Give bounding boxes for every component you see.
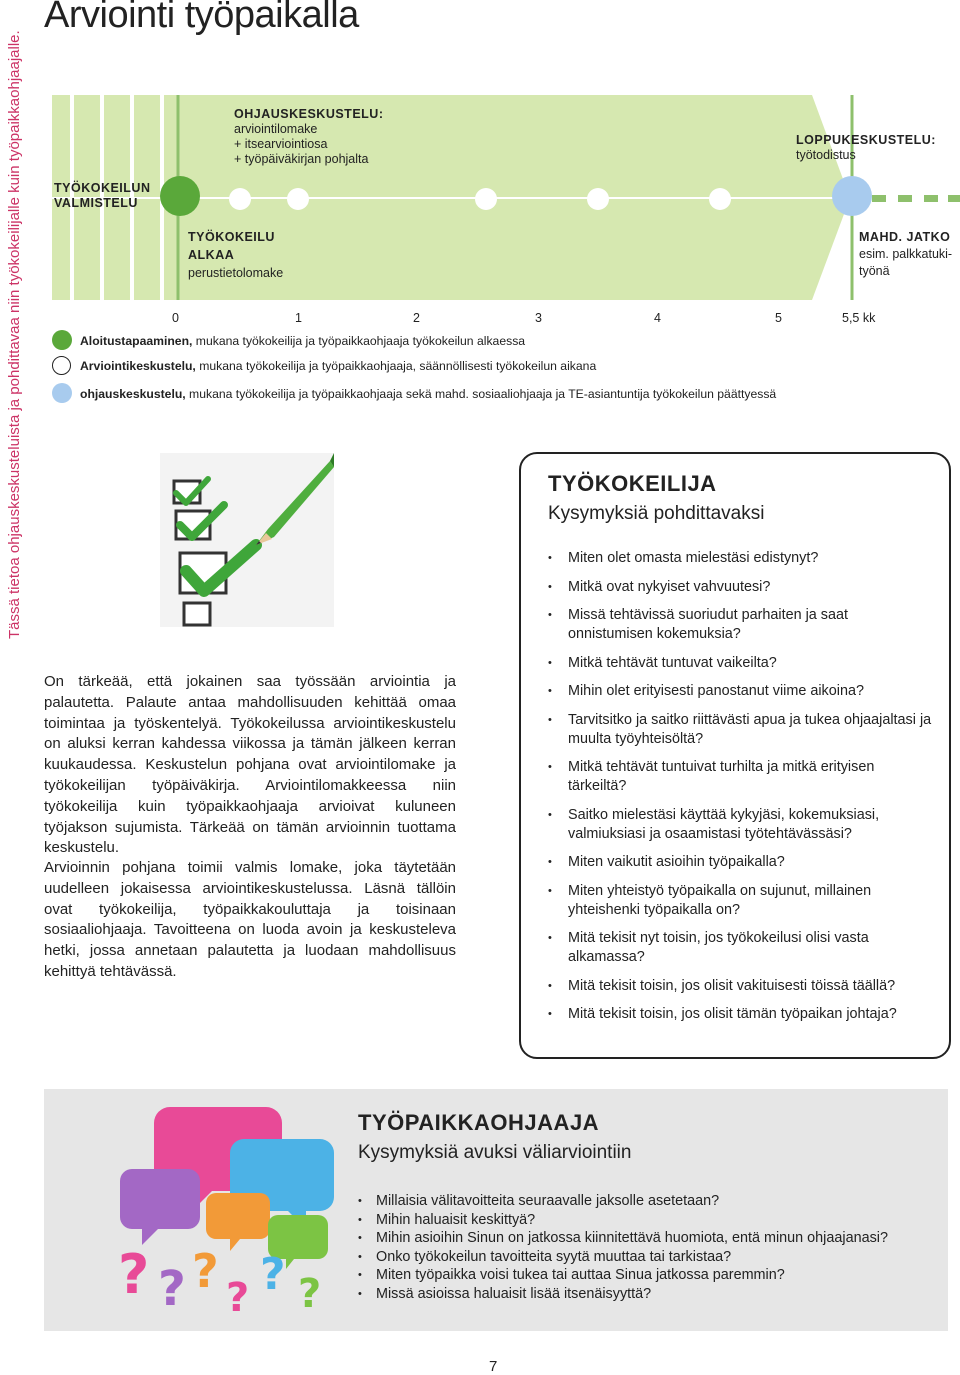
list-item: • Mitkä tehtävät tuntuivat turhilta ja mitkä erityisen tärkeiltä?	[548, 758, 933, 796]
svg-text:?: ?	[192, 1244, 219, 1298]
tyokokeilija-questions	[548, 549, 933, 1024]
end-dot	[832, 176, 872, 216]
paragraph-1: On tärkeää, että jokainen saa työssään arviointia ja palautetta. Palaute antaa mahdollisuuden kehittää omaa toimintaa ja työskentelyä. Työkokeilussa arviointikeskustelu on aluksi kerran kahdessa viikossa ja tämän jälkeen kerran kuukaudessa. Keskustelun pohjana ovat arviointilomake ja työkokeilijan työpäiväkirja. Arviointilomakkeessa niin työkokeilija kuin työpaikkaohjaaja arvioivat kuluneen työjakson sujumista. Tärkeää on tämän arvioinnin tuottama keskustelu.	[44, 673, 456, 857]
legend-green-dot	[52, 330, 72, 350]
list-item: • Missä tehtävissä suoriudut parhaiten ja saat onnistumisen kokemuksia?	[548, 606, 933, 644]
list-item: • Millaisia välitavoitteita seuraavalle jaksolle asetetaan?	[358, 1192, 938, 1211]
label-jatko: MAHD. JATKO esim. palkkatuki- työnä	[859, 230, 953, 278]
list-item: • Miten yhteistyö työpaikalla on sujunut, millainen yhteishenki työpaikalla on?	[548, 882, 933, 920]
legend-row-3: ohjauskeskustelu, mukana työkokeilija ja työpaikkaohjaaja sekä mahd. sosiaaliohjaaja ja TE-asiantuntija työkokeilun päättyessä	[80, 387, 777, 401]
list-item: • Mihin haluaisit keskittyä?	[358, 1211, 938, 1230]
list-item: • Mitkä tehtävät tuntuvat vaikeilta?	[548, 654, 933, 673]
ohjaaja-title: TYÖPAIKKAOHJAAJA	[358, 1110, 600, 1135]
timeline-graphic	[0, 0, 960, 330]
ohjaaja-subtitle: Kysymyksiä avuksi väliarviointiin	[358, 1142, 632, 1163]
tick-3: 3	[535, 311, 542, 325]
svg-text:?: ?	[158, 1261, 186, 1317]
label-alkaa: TYÖKOKEILU ALKAA perustietolomake	[188, 230, 284, 280]
legend-row-2: Arviointikeskustelu, mukana työkokeilija ja työpaikkaohjaaja, säännöllisesti työkokeilun aikana	[80, 359, 597, 373]
tyopaikkaohjaaja-box	[44, 1089, 948, 1331]
svg-text:?: ?	[226, 1275, 250, 1321]
svg-text:?: ?	[260, 1249, 286, 1300]
page-number: 7	[489, 1358, 498, 1375]
page-title: Arviointi työpaikalla	[44, 0, 359, 36]
tick-2: 2	[413, 311, 420, 325]
legend-blue-dot	[52, 383, 72, 403]
tyokokeilija-title: TYÖKOKEILIJA	[548, 471, 717, 496]
list-item: • Saitko mielestäsi käyttää kykyjäsi, kokemuksiasi, valmiuksiasi ja osaamistasi työtehtävässäsi?	[548, 806, 933, 844]
label-loppukeskustelu: LOPPUKESKUSTELU: työtodistus	[796, 133, 936, 162]
ohjaaja-questions	[358, 1192, 938, 1304]
list-item: • Missä asioissa haluaisit lisää itsenäisyyttä?	[358, 1285, 938, 1304]
start-dot	[160, 176, 200, 216]
legend-row-1: Aloitustapaaminen, mukana työkokeilija ja työpaikkaohjaaja työkokeilun alkaessa	[80, 334, 526, 348]
list-item: • Miten vaikutit asioihin työpaikalla?	[548, 853, 933, 872]
tick-5: 5	[775, 311, 782, 325]
list-item: • Onko työkokeilun tavoitteita syytä muuttaa tai tarkistaa?	[358, 1248, 938, 1267]
tick-4: 4	[654, 311, 661, 325]
label-ohjauskeskustelu: OHJAUSKESKUSTELU: arviointilomake + itsearviointiosa + työpäiväkirjan pohjalta	[234, 107, 384, 166]
list-item: • Mihin olet erityisesti panostanut viime aikoina?	[548, 682, 933, 701]
svg-text:?: ?	[118, 1243, 150, 1306]
label-valmistelu: TYÖKOKEILUN VALMISTELU	[54, 181, 151, 210]
side-caption: Tässä tietoa ohjauskeskusteluista ja pohdittavaa niin työkokeilijalle kuin työpaikkaohjaajalle.	[6, 30, 23, 639]
paragraph-2: Arvioinnin pohjana toimii valmis lomake, joka täytetään uudelleen jokaisessa arviointikeskustelussa. Läsnä tällöin ovat työkokeilija, työpaikkakouluttaja ja toisinaan sosiaaliohjaaja. Tavoitteena on luoda avoin ja keskusteleva hetki, jossa annetaan palautetta ja luodaan mahdollisuus kehittyä tehtävässä.	[44, 859, 456, 980]
legend-white-dot	[52, 356, 71, 375]
list-item: • Miten olet omasta mielestäsi edistynyt?	[548, 549, 933, 568]
checklist-pencil-icon	[160, 453, 334, 627]
list-item: • Mihin asioihin Sinun on jatkossa kiinnitettävä huomiota, entä minun ohjaajanasi?	[358, 1229, 938, 1248]
list-item: • Mitkä ovat nykyiset vahvuutesi?	[548, 578, 933, 597]
list-item: • Miten työpaikka voisi tukea tai auttaa Sinua jatkossa paremmin?	[358, 1266, 938, 1285]
svg-text:?: ?	[298, 1271, 322, 1317]
speech-bubbles-icon	[114, 1097, 354, 1323]
list-item: • Mitä tekisit nyt toisin, jos työkokeilusi olisi vasta alkamassa?	[548, 929, 933, 967]
list-item: • Mitä tekisit toisin, jos olisit vakituisesti töissä täällä?	[548, 977, 933, 996]
tyokokeilija-subtitle: Kysymyksiä pohdittavaksi	[548, 503, 765, 524]
tick-0: 0	[172, 311, 179, 325]
list-item: • Tarvitsitko ja saitko riittävästi apua ja tukea ohjaajaltasi ja muulta työyhteisöltä?	[548, 711, 933, 749]
tyokokeilija-box	[519, 452, 951, 1059]
list-item: • Mitä tekisit toisin, jos olisit tämän työpaikan johtaja?	[548, 1005, 933, 1024]
tick-1: 1	[295, 311, 302, 325]
tick-5-5: 5,5 kk	[842, 311, 876, 325]
